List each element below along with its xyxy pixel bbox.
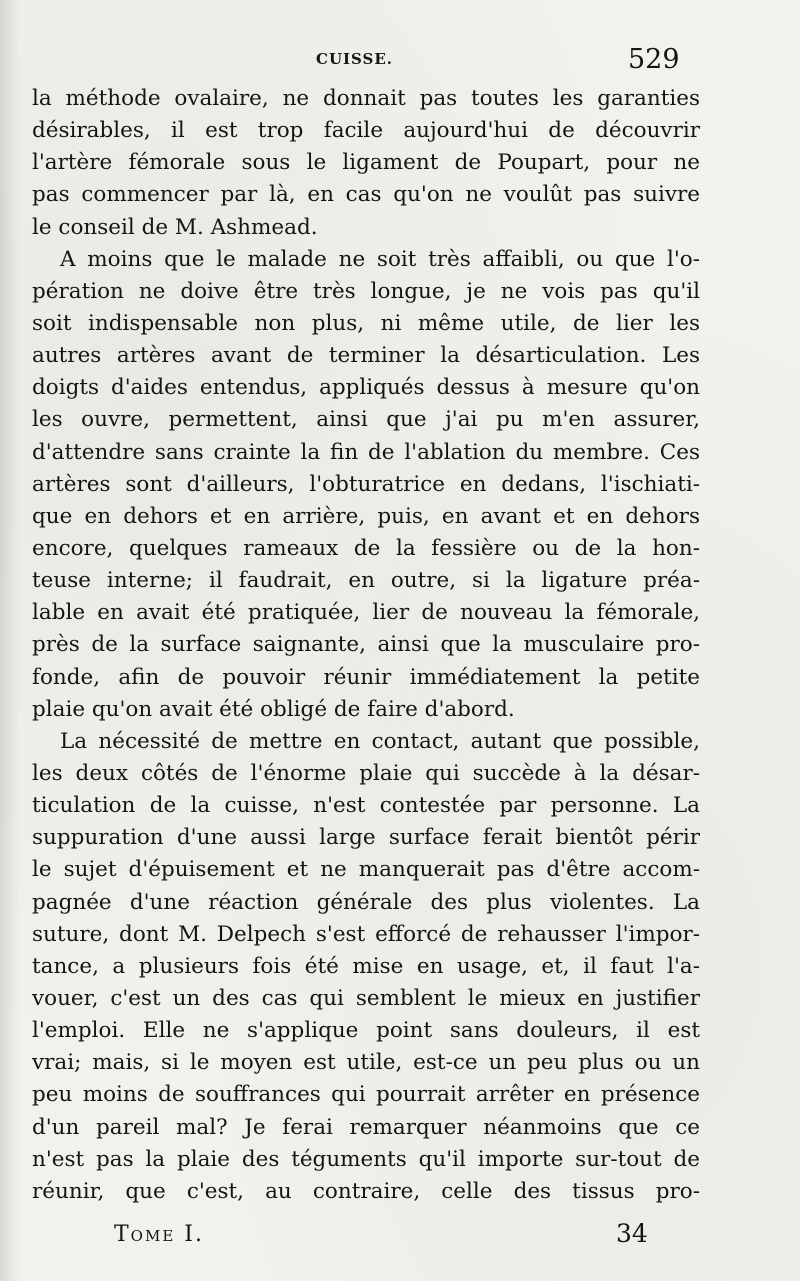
body-text <box>32 83 700 1208</box>
text-line: vouer, c'est un des cas qui semblent le mieux en justifier <box>32 985 700 1011</box>
text-line: teuse interne; il faudrait, en outre, si la ligature préa- <box>32 568 700 594</box>
text-line: l'artère fémorale sous le ligament de Poupart, pour ne <box>32 150 700 176</box>
text-line: d'un pareil mal? Je ferai remarquer néanmoins que ce <box>32 1114 700 1140</box>
text-line: pagnée d'une réaction générale des plus violentes. La <box>32 889 700 915</box>
text-line: suppuration d'une aussi large surface ferait bientôt périr <box>32 825 700 851</box>
text-line: lable en avait été pratiquée, lier de nouveau la fémorale, <box>32 600 700 626</box>
text-line: la méthode ovalaire, ne donnait pas toutes les garanties <box>32 86 700 111</box>
volume-signature: Tome I. <box>114 1222 204 1247</box>
text-line: suture, dont M. Delpech s'est efforcé de rehausser l'impor- <box>32 921 700 947</box>
paragraph-end-line: plaie qu'on avait été obligé de faire d'abord. <box>32 696 515 722</box>
running-title: CUISSE. <box>316 50 394 68</box>
running-head <box>0 44 800 84</box>
paragraph-start-line: A moins que le malade ne soit très affaibli, ou que l'o- <box>60 246 700 272</box>
paragraph-start-line: La nécessité de mettre en contact, autant que possible, <box>60 728 700 754</box>
signature-number: 34 <box>616 1219 648 1248</box>
text-line: tance, a plusieurs fois été mise en usage, et, il faut l'a- <box>32 953 700 979</box>
paragraph-end-line: le conseil de M. Ashmead. <box>32 214 318 240</box>
text-line: doigts d'aides entendus, appliqués dessus à mesure qu'on <box>32 375 700 401</box>
page-footer <box>0 1219 800 1258</box>
text-line: autres artères avant de terminer la désarticulation. Les <box>32 343 700 369</box>
text-line: que en dehors et en arrière, puis, en avant et en dehors <box>32 503 700 529</box>
page-number: 529 <box>628 44 680 75</box>
text-line: encore, quelques rameaux de la fessière ou de la hon- <box>32 535 700 561</box>
text-line: ticulation de la cuisse, n'est contestée par personne. La <box>32 793 700 819</box>
text-line: le sujet d'épuisement et ne manquerait pas d'être accom- <box>32 857 700 883</box>
text-line: l'emploi. Elle ne s'applique point sans douleurs, il est <box>32 1018 700 1044</box>
text-line: désirables, il est trop facile aujourd'hui de découvrir <box>32 118 700 144</box>
text-line: pération ne doive être très longue, je ne vois pas qu'il <box>32 278 700 304</box>
gutter-shadow <box>0 0 20 1281</box>
text-line: les ouvre, permettent, ainsi que j'ai pu m'en assurer, <box>32 407 700 433</box>
text-line: peu moins de souffrances qui pourrait arrêter en présence <box>32 1082 700 1108</box>
text-line: d'attendre sans crainte la fin de l'ablation du membre. Ces <box>32 439 700 465</box>
text-line: pas commencer par là, en cas qu'on ne voulût pas suivre <box>32 182 700 208</box>
text-line: n'est pas la plaie des téguments qu'il importe sur-tout de <box>32 1146 700 1172</box>
text-line: soit indispensable non plus, ni même utile, de lier les <box>32 310 700 336</box>
text-line: fonde, afin de pouvoir réunir immédiatement la petite <box>32 664 700 690</box>
text-line: réunir, que c'est, au contraire, celle des tissus pro- <box>32 1178 700 1204</box>
text-line: vrai; mais, si le moyen est utile, est-ce un peu plus ou un <box>32 1050 700 1076</box>
text-line: artères sont d'ailleurs, l'obturatrice en dedans, l'ischiati- <box>32 471 700 497</box>
text-line: les deux côtés de l'énorme plaie qui succède à la désar- <box>32 760 700 786</box>
text-line: près de la surface saignante, ainsi que la musculaire pro- <box>32 632 700 658</box>
